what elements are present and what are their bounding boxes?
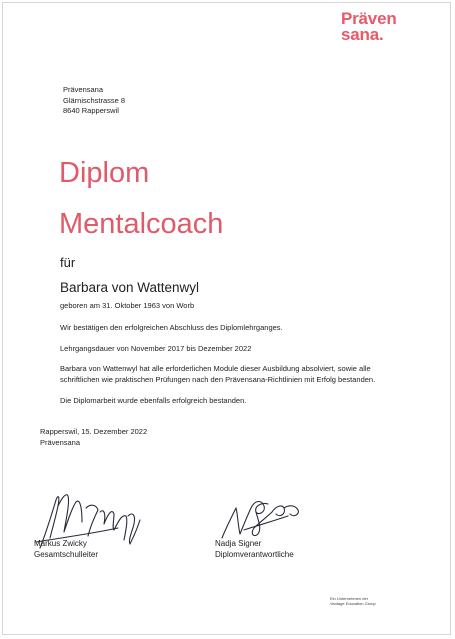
signer-1-role: Gesamtschulleiter <box>34 550 99 559</box>
address-city: 8640 Rapperswil <box>63 106 119 115</box>
address-street: Glärnischstrasse 8 <box>63 95 126 105</box>
logo-line-2: sana. <box>341 25 384 44</box>
thesis-text: Die Diplomarbeit wurde ebenfalls erfolgreich bestanden. <box>60 396 247 405</box>
modules-line-1: Barbara von Wattenwyl hat alle erforderlichen Module dieser Ausbildung absolviert, sowie alle <box>60 364 371 373</box>
signer-1-name: Markus Zwicky <box>34 539 87 548</box>
footer-line-1: Ein Unternehmen der <box>330 596 369 601</box>
place-date-line: Rapperswil, 15. Dezember 2022 <box>40 427 148 436</box>
certificate-subtitle: Mentalcoach <box>59 208 224 240</box>
footer-line-2: Vantage Education Group <box>330 601 376 606</box>
logo-line-1: Präven <box>341 9 397 28</box>
signer-block-1 <box>34 538 98 560</box>
signer-2-role: Diplomverantwortliche <box>215 550 294 559</box>
signer-2-name: Nadja Signer <box>215 539 262 548</box>
modules-line-2: schriftlichen wie praktischen Prüfungen nach den Prävensana-Richtlinien mit Erfolg bestanden. <box>60 374 376 384</box>
signature-nadja-signer <box>222 502 298 539</box>
place-org-line: Prävensana <box>40 437 81 447</box>
signer-block-2 <box>215 538 294 560</box>
for-label: für <box>60 255 76 270</box>
confirmation-text: Wir bestätigen den erfolgreichen Abschluss des Diplomlehrganges. <box>60 323 283 332</box>
address-name: Prävensana <box>63 85 104 94</box>
recipient-name: Barbara von Wattenwyl <box>60 280 200 295</box>
course-duration: Lehrgangsdauer von November 2017 bis Dezember 2022 <box>60 344 252 353</box>
certificate-title: Diplom <box>59 157 150 189</box>
group-footer-note <box>330 596 376 606</box>
birth-info: geboren am 31. Oktober 1963 von Worb <box>60 301 195 310</box>
